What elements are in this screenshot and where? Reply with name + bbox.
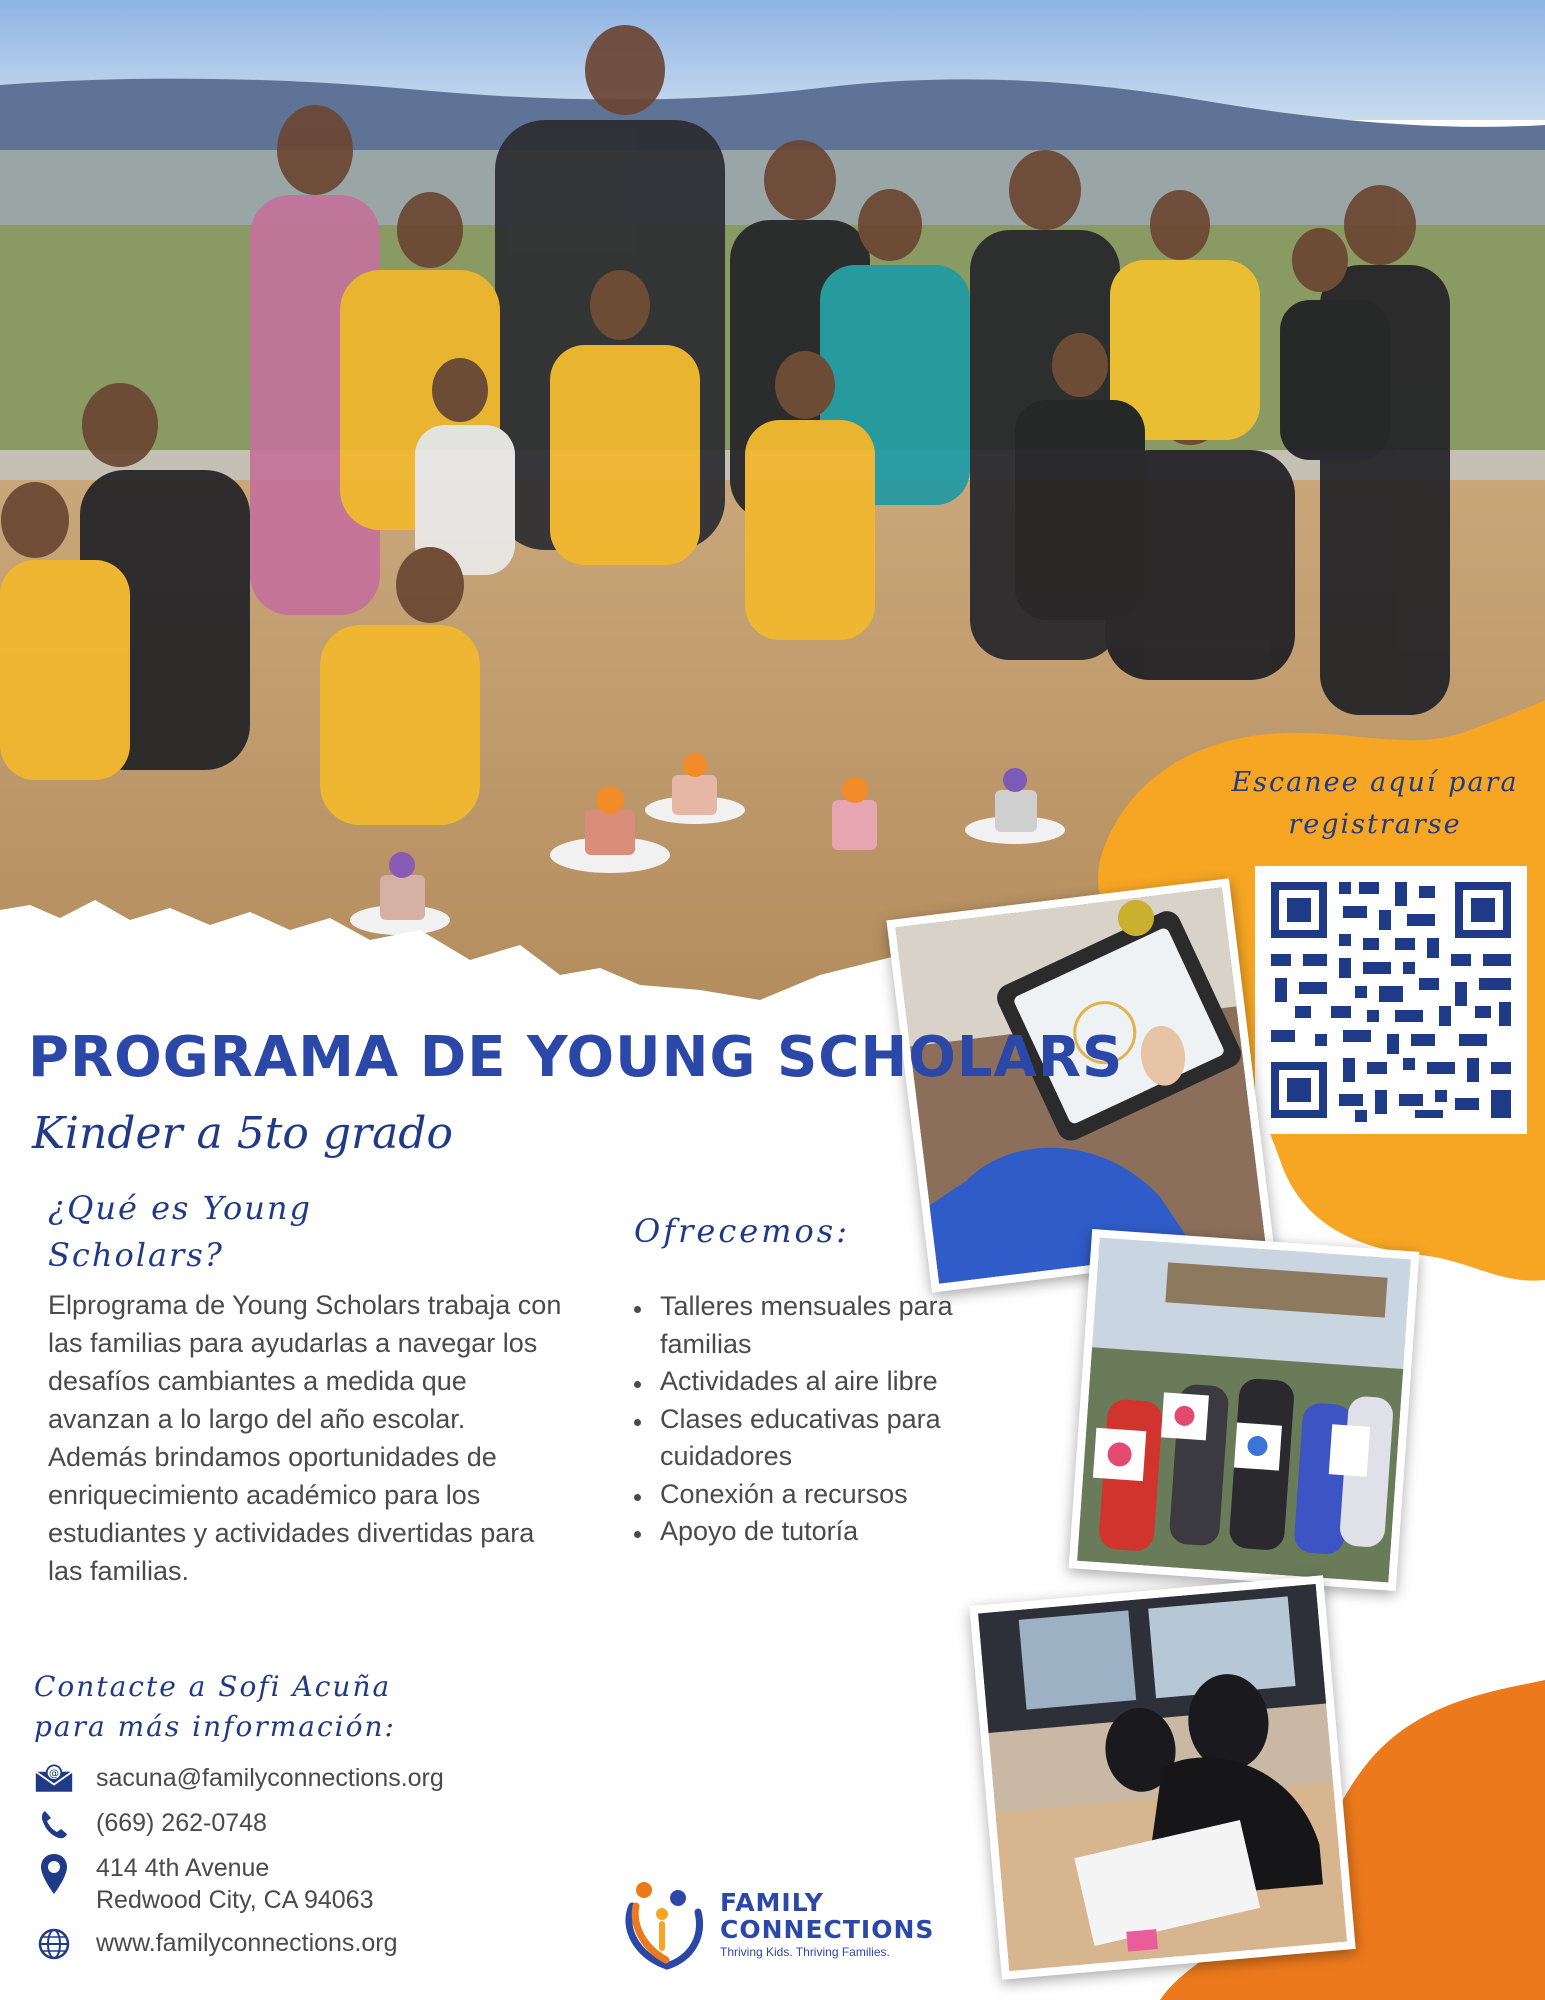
contact-address-line2: Redwood City, CA 94063 (96, 1886, 374, 1914)
qr-code-icon (1255, 866, 1527, 1134)
phone-icon (34, 1807, 74, 1841)
logo-mark-icon (622, 1878, 712, 1970)
contact-website[interactable]: www.familyconnections.org (96, 1929, 398, 1957)
kids-photo-illustration (1077, 1238, 1411, 1583)
offer-item: Clases educativas para cuidadores (634, 1401, 954, 1476)
contact-heading: Contacte a Sofi Acuña para más información: (34, 1670, 396, 1743)
what-is-description: Elprograma de Young Scholars trabaja con las familias para ayudarlas a navegar los desafíos cambiantes a medida que avanzan a lo largo del año escolar. Además brindamos oportunidades de enriquecimiento académico para los estudiantes y actividades divertidas para las familias. (48, 1290, 562, 1586)
offer-item: Actividades al aire libre (634, 1363, 954, 1401)
svg-text:@: @ (49, 1768, 59, 1780)
location-pin-icon (34, 1852, 74, 1896)
contact-email[interactable]: sacuna@familyconnections.org (96, 1764, 444, 1792)
tutoring-photo-illustration (978, 1584, 1347, 1971)
logo-tagline: Thriving Kids. Thriving Families. (720, 1945, 890, 1959)
offer-item: Conexión a recursos (634, 1476, 954, 1514)
offer-item: Apoyo de tutoría (634, 1513, 954, 1551)
what-is-heading: ¿Qué es Young Scholars? (48, 1189, 312, 1274)
contact-phone[interactable]: (669) 262-0748 (96, 1809, 267, 1837)
contact-website-row[interactable] (34, 1927, 398, 1961)
qr-code[interactable] (1255, 866, 1527, 1134)
offer-list (634, 1288, 954, 1551)
email-icon (34, 1762, 74, 1796)
qr-label: Escanee aquí para registrarse (1231, 767, 1519, 840)
offer-heading: Ofrecemos: (634, 1212, 850, 1250)
page-subtitle: Kinder a 5to grado (32, 1108, 453, 1159)
logo-line1: FAMILY (720, 1888, 824, 1917)
contact-email-row[interactable] (34, 1762, 444, 1796)
contact-address-row (34, 1852, 373, 1916)
contact-address-line1: 414 4th Avenue (96, 1854, 270, 1882)
photo-tutoring (969, 1575, 1355, 1980)
contact-phone-row[interactable] (34, 1807, 267, 1841)
offer-item: Talleres mensuales para familias (634, 1288, 954, 1363)
logo-line2: CONNECTIONS (720, 1915, 935, 1944)
globe-icon (34, 1927, 74, 1961)
photo-kids-posters (1069, 1229, 1420, 1591)
family-connections-logo (622, 1878, 934, 1970)
page-title: PROGRAMA DE YOUNG SCHOLARS (28, 1025, 1124, 1090)
